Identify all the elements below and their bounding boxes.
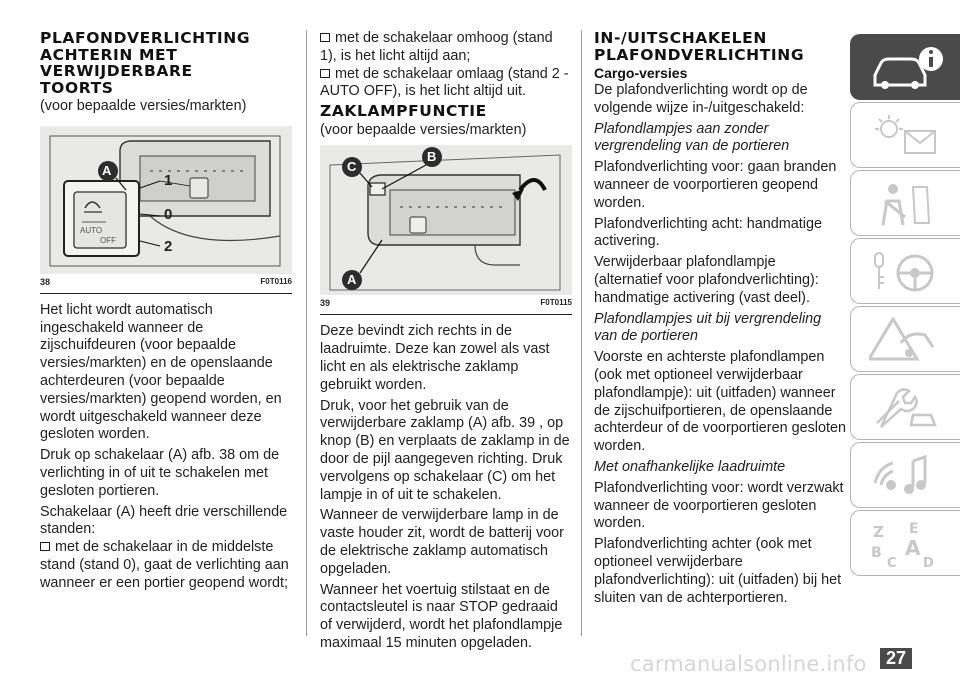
paragraph: Schakelaar (A) heeft drie verschillende standen: xyxy=(40,503,288,538)
svg-text:B: B xyxy=(871,545,882,561)
bullet-item: met de schakelaar omhoog (stand 1), is het licht altijd aan; xyxy=(320,30,553,64)
figure-39-caption xyxy=(320,295,572,315)
figure-38 xyxy=(40,126,292,274)
figure-38-switch-auto: AUTO xyxy=(80,225,103,235)
breakdown-icon xyxy=(869,317,949,363)
tab-index[interactable] xyxy=(850,510,960,576)
figure-39-callout-b: B xyxy=(427,149,437,165)
tab-car-info[interactable] xyxy=(850,34,960,100)
column-left xyxy=(40,30,292,593)
figure-code: F0T0116 xyxy=(260,276,292,286)
figure-39-illustration xyxy=(320,145,572,295)
square-bullet-icon xyxy=(320,33,330,42)
paragraph: Druk op schakelaar (A) afb. 38 om de verlichting in of uit te schakelen met gesloten portieren. xyxy=(40,447,280,499)
section-title-switching: IN-/UITSCHAKELEN PLAFONDVERLICHTING xyxy=(594,29,805,64)
tab-multimedia[interactable] xyxy=(850,442,960,508)
paragraph: Plafondverlichting voor: wordt verzwakt wanneer de voorportieren gesloten worden. xyxy=(594,479,844,532)
tab-maintenance[interactable] xyxy=(850,374,960,440)
figure-number: 38 xyxy=(40,276,51,287)
section-title-removable-torch: PLAFONDVERLICHTING ACHTERIN MET VERWIJDERBARE TOORTS xyxy=(40,29,251,97)
paragraph: Het licht wordt automatisch ingeschakeld wanneer de zijschuifdeuren (voor bepaalde versies/markten) en de openslaande achterdeuren (voor bepaalde versies/markten) geopend worden, en wordt uitgeschakeld wanneer deze gesloten worden. xyxy=(40,301,282,443)
paragraph: Deze bevindt zich rechts in de laadruimte. Deze kan zowel als vast licht en als elektrische zaklamp gebruikt worden. xyxy=(320,323,550,393)
section-subtitle: (voor bepaalde versies/markten) xyxy=(320,121,527,138)
paragraph: Voorste en achterste plafondlampen (ook met optioneel verwijderbaar plafondlampje): uit (uitfaden) wanneer de zijschuifportieren, de openslaande achterdeur of de voorportieren gesloten worden. xyxy=(594,349,846,455)
key-steering-icon xyxy=(869,249,949,295)
paragraph: Plafondverlichting acht: handmatige activering. xyxy=(594,215,822,250)
figure-code: F0T0115 xyxy=(540,298,572,308)
paragraph: Verwijderbaar plafondlampje (alternatief voor plafondverlichting): handmatige activering (vast deel). xyxy=(594,254,819,306)
svg-text:A: A xyxy=(905,536,921,560)
svg-text:Z: Z xyxy=(873,523,884,541)
warning-lights-icon xyxy=(869,113,949,159)
safety-airbag-icon xyxy=(869,181,949,227)
figure-38-callout-2: 2 xyxy=(164,237,173,255)
paragraph: Wanneer het voertuig stilstaat en de contactsleutel is naar STOP gedraaid of verwijderd, wordt het plafondlampje maximaal 15 minuten opgeladen. xyxy=(320,581,563,652)
column-middle xyxy=(320,30,572,653)
tab-safety[interactable] xyxy=(850,170,960,236)
figure-38-callout-1: 1 xyxy=(164,171,173,189)
tab-warning-lights[interactable] xyxy=(850,102,960,168)
figure-38-caption xyxy=(40,274,292,294)
figure-38-callout-0: 0 xyxy=(164,205,173,223)
section-subheading: Cargo-versies xyxy=(594,65,688,81)
tab-emergency[interactable] xyxy=(850,306,960,372)
bullet-item: met de schakelaar in de middelste stand (stand 0), gaat de verlichting aan wanneer er een portier geopend wordt; xyxy=(40,539,289,591)
svg-text:E: E xyxy=(909,521,919,537)
paragraph: Druk, voor het gebruik van de verwijderbare zaklamp (A) afb. 39 , op knop (B) en verplaats de zaklamp in de door de pijl aangegeven richting. Druk vervolgens op schakelaar (C) om het lampje in of uit te schakelen. xyxy=(320,397,570,503)
maintenance-icon xyxy=(869,385,949,431)
paragraph: De plafondverlichting wordt op de volgende wijze in-/uitgeschakeld: xyxy=(594,82,808,116)
figure-number: 39 xyxy=(320,298,331,309)
square-bullet-icon xyxy=(320,69,330,78)
column-right xyxy=(594,30,846,607)
multimedia-icon xyxy=(869,453,949,499)
figure-38-callout-a: A xyxy=(102,162,112,178)
column-divider xyxy=(306,30,307,636)
section-subtitle: (voor bepaalde versies/markten) xyxy=(40,98,247,114)
figure-39-callout-c: C xyxy=(347,159,357,175)
car-info-icon xyxy=(869,45,949,91)
section-title-flashlight: ZAKLAMPFUNCTIE xyxy=(320,102,487,121)
italic-heading: Met onafhankelijke laadruimte xyxy=(594,458,786,475)
page-number: 27 xyxy=(880,648,912,669)
paragraph: Plafondverlichting voor: gaan branden wanneer de voorportieren geopend worden. xyxy=(594,159,837,211)
figure-39-callout-a: A xyxy=(347,272,357,288)
paragraph: Plafondverlichting achter (ook met optioneel verwijderbare plafondverlichting): uit (uitfaden) bij het sluiten van de achterportieren. xyxy=(594,536,842,606)
square-bullet-icon xyxy=(40,542,50,551)
paragraph: Wanneer de verwijderbare lamp in de vaste houder zit, wordt de batterij voor de elektrische zaklamp automatisch opgeladen. xyxy=(320,507,564,577)
column-divider xyxy=(581,30,582,636)
chapter-tabs xyxy=(850,34,960,578)
watermark: carmanualsonline.info xyxy=(630,652,867,676)
svg-text:D: D xyxy=(923,556,934,567)
tab-starting-driving[interactable] xyxy=(850,238,960,304)
index-abc-icon xyxy=(869,521,949,567)
figure-39 xyxy=(320,145,572,295)
svg-text:C: C xyxy=(887,556,897,567)
italic-heading: Plafondlampjes aan zonder vergrendeling van de portieren xyxy=(594,120,790,155)
italic-heading: Plafondlampjes uit bij vergrendeling van de portieren xyxy=(594,310,822,345)
figure-38-switch-off: OFF xyxy=(100,235,116,245)
bullet-item: met de schakelaar omlaag (stand 2 - AUTO OFF), is het licht altijd uit. xyxy=(320,65,569,100)
